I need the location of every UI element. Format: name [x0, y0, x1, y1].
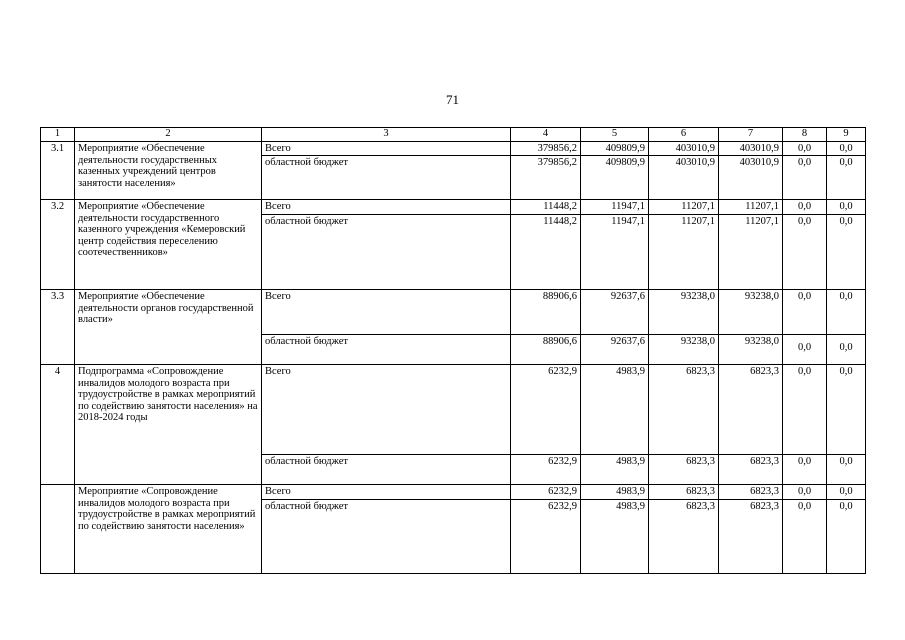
header-cell: 2: [75, 128, 262, 142]
row-number: 4: [41, 365, 75, 485]
value-cell: 0,0: [783, 142, 827, 156]
funding-source: областной бюджет: [262, 156, 511, 200]
value-cell: 93238,0: [649, 335, 719, 365]
budget-table: [40, 127, 866, 574]
value-cell: 11207,1: [719, 215, 783, 290]
value-cell: 409809,9: [581, 142, 649, 156]
header-cell: 8: [783, 128, 827, 142]
value-cell: 11207,1: [719, 200, 783, 215]
funding-source: областной бюджет: [262, 455, 511, 485]
value-cell: 0,0: [827, 215, 866, 290]
funding-source: областной бюджет: [262, 500, 511, 574]
value-cell: 0,0: [839, 342, 853, 353]
value-cell: 403010,9: [649, 142, 719, 156]
value-cell: 11448,2: [511, 215, 581, 290]
value-cell: 11947,1: [581, 215, 649, 290]
value-cell: 0,0: [827, 500, 866, 574]
header-cell: 5: [581, 128, 649, 142]
value-cell: 92637,6: [581, 290, 649, 335]
value-cell: 6823,3: [649, 500, 719, 574]
value-cell: 403010,9: [719, 156, 783, 200]
value-cell: 6823,3: [649, 485, 719, 500]
page-number: 71: [446, 92, 459, 107]
value-cell: 88906,6: [511, 335, 581, 365]
value-cell: 403010,9: [719, 142, 783, 156]
value-cell: 0,0: [783, 290, 827, 335]
table-row: [41, 142, 866, 156]
value-cell: 4983,9: [581, 365, 649, 455]
table-row: [41, 485, 866, 500]
value-cell: 0,0: [783, 365, 827, 455]
funding-source: Всего: [262, 200, 511, 215]
header-cell: 6: [649, 128, 719, 142]
funding-source: областной бюджет: [262, 335, 511, 365]
header-cell: 9: [827, 128, 866, 142]
value-cell: 6823,3: [649, 365, 719, 455]
value-cell: 11207,1: [649, 200, 719, 215]
value-cell: 6823,3: [719, 365, 783, 455]
value-cell: 0,0: [827, 485, 866, 500]
header-cell: 1: [41, 128, 75, 142]
value-cell: 0,0: [827, 156, 866, 200]
value-cell: 11947,1: [581, 200, 649, 215]
value-cell: 6823,3: [719, 485, 783, 500]
value-cell: 6823,3: [719, 500, 783, 574]
value-cell: 6823,3: [649, 455, 719, 485]
value-cell: 6232,9: [511, 485, 581, 500]
value-cell: 4983,9: [581, 455, 649, 485]
value-cell: 11207,1: [649, 215, 719, 290]
value-cell: 4983,9: [581, 485, 649, 500]
table-row: [41, 365, 866, 455]
value-cell: 0,0: [827, 455, 866, 485]
value-cell: 92637,6: [581, 335, 649, 365]
value-cell: 0,0: [783, 215, 827, 290]
funding-source: Всего: [262, 290, 511, 335]
value-cell: 6232,9: [511, 455, 581, 485]
value-cell: 379856,2: [511, 142, 581, 156]
value-cell: 0,0: [797, 342, 812, 353]
value-cell: 11448,2: [511, 200, 581, 215]
value-cell: 0,0: [783, 500, 827, 574]
funding-source: Всего: [262, 142, 511, 156]
value-cell: 6232,9: [511, 500, 581, 574]
value-cell: 0,0: [827, 200, 866, 215]
header-cell: 7: [719, 128, 783, 142]
value-cell: 6823,3: [719, 455, 783, 485]
table-row: [41, 290, 866, 335]
value-cell: 6232,9: [511, 365, 581, 455]
funding-source: Всего: [262, 485, 511, 500]
value-cell: 93238,0: [719, 290, 783, 335]
row-number: 3.3: [41, 290, 75, 365]
value-cell: 0,0: [827, 365, 866, 455]
value-cell: 88906,6: [511, 290, 581, 335]
value-cell: 0,0: [783, 200, 827, 215]
value-cell: 0,0: [783, 485, 827, 500]
value-cell: 0,0: [827, 142, 866, 156]
funding-source: Всего: [262, 365, 511, 455]
value-cell: 0,0: [783, 455, 827, 485]
value-cell: 409809,9: [581, 156, 649, 200]
header-cell: 4: [511, 128, 581, 142]
row-number: 3.1: [41, 142, 75, 200]
value-cell: 93238,0: [719, 335, 783, 365]
value-cell: 379856,2: [511, 156, 581, 200]
value-cell: 4983,9: [581, 500, 649, 574]
activity-title: Мероприятие «Сопровождение инвалидов молодого возраста при трудоустройстве в рамках мероприятий по содействию занятости населения»: [75, 485, 262, 574]
value-cell: 0,0: [827, 290, 866, 335]
activity-title: Мероприятие «Обеспечение деятельности государственного казенного учреждения «Кемеровский центр содействия переселению соотечественников»: [75, 200, 262, 290]
header-cell: 3: [262, 128, 511, 142]
subprogram-title: Подпрограмма «Сопровождение инвалидов молодого возраста при трудоустройстве в рамках мероприятий по содействию занятости населения» на 2018-2024 годы: [75, 365, 262, 485]
activity-title: Мероприятие «Обеспечение деятельности государственных казенных учреждений центров занятости населения»: [75, 142, 262, 200]
value-cell: 403010,9: [649, 156, 719, 200]
activity-title: Мероприятие «Обеспечение деятельности органов государственной власти»: [75, 290, 262, 365]
value-cell: 93238,0: [649, 290, 719, 335]
row-number: 3.2: [41, 200, 75, 290]
row-number: [41, 485, 75, 574]
header-row: [41, 128, 866, 142]
table-row: [41, 200, 866, 215]
funding-source: областной бюджет: [262, 215, 511, 290]
value-cell: 0,0: [783, 156, 827, 200]
